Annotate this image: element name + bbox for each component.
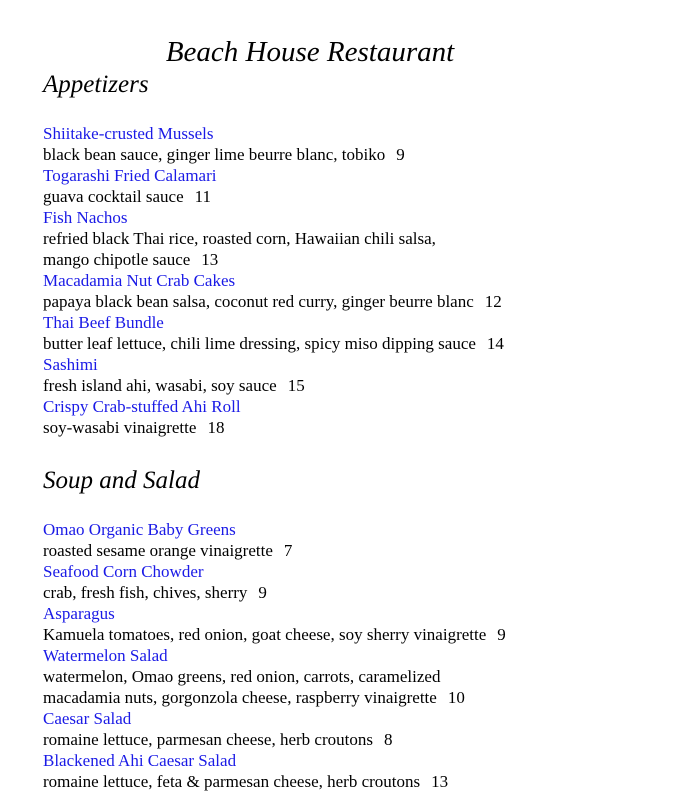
menu-item-name-link[interactable]: Caesar Salad: [43, 709, 132, 728]
menu-item: [43, 312, 683, 354]
menu-item-name-link[interactable]: Fish Nachos: [43, 208, 128, 227]
menu-item-name-link[interactable]: Macadamia Nut Crab Cakes: [43, 271, 236, 290]
menu-item-name-link[interactable]: Crispy Crab-stuffed Ahi Roll: [43, 397, 241, 416]
menu-item: [43, 270, 683, 312]
menu-item-list: [43, 519, 683, 792]
menu-item-description-text: soy-wasabi vinaigrette: [43, 418, 197, 437]
restaurant-title: Beach House Restaurant: [165, 36, 455, 68]
menu-item-description-text: Kamuela tomatoes, red onion, goat cheese, soy sherry vinaigrette: [43, 625, 487, 644]
soup-and-salad-section: [43, 466, 683, 792]
menu-item-description: [43, 186, 683, 207]
menu-item-description: [43, 771, 683, 792]
menu-item: [43, 165, 683, 207]
menu-item-price: 9: [396, 145, 405, 164]
menu-item-description: [43, 417, 683, 438]
menu-item-price: 18: [207, 418, 225, 437]
menu-item-description-text: papaya black bean salsa, coconut red curry, ginger beurre blanc: [43, 292, 474, 311]
menu-item-description: [43, 624, 683, 645]
menu-item-description-text: romaine lettuce, parmesan cheese, herb croutons: [43, 730, 373, 749]
menu-item: [43, 123, 683, 165]
menu-item-description-text: fresh island ahi, wasabi, soy sauce: [43, 376, 277, 395]
menu-item-price: 7: [283, 541, 293, 560]
menu-item-description: [43, 291, 683, 312]
menu-item-name-link[interactable]: Sashimi: [43, 355, 98, 374]
appetizers-section: [43, 70, 683, 438]
menu-item-price: 15: [287, 376, 305, 395]
menu-item-name-link[interactable]: Asparagus: [43, 604, 115, 623]
menu-item: [43, 750, 683, 792]
menu-item: [43, 561, 683, 603]
menu-item-description: [43, 375, 683, 396]
menu-item-description: [43, 249, 683, 270]
menu-item: [43, 354, 683, 396]
menu-item-description-text: refried black Thai rice, roasted corn, Hawaiian chili salsa,: [43, 229, 436, 248]
menu-item-name-link[interactable]: Omao Organic Baby Greens: [43, 520, 236, 539]
menu-item-description-text: macadamia nuts, gorgonzola cheese, raspberry vinaigrette: [43, 688, 437, 707]
menu-item-description: [43, 582, 683, 603]
menu-item-price: 12: [484, 292, 502, 311]
menu-item-description-text: romaine lettuce, feta & parmesan cheese, herb croutons: [43, 772, 421, 791]
menu-item-description: [43, 666, 683, 687]
menu-item: [43, 708, 683, 750]
section-heading: Soup and Salad: [43, 467, 200, 494]
menu-item: [43, 396, 683, 438]
menu-item: [43, 603, 683, 645]
menu-item-name-link[interactable]: Watermelon Salad: [43, 646, 168, 665]
menu-item-description-text: roasted sesame orange vinaigrette: [43, 541, 273, 560]
menu-item-description: [43, 729, 683, 750]
menu-item-description-text: watermelon, Omao greens, red onion, carrots, caramelized: [43, 667, 441, 686]
menu-item-price: 13: [431, 772, 449, 791]
menu-item: [43, 207, 683, 270]
menu-item-description-text: butter leaf lettuce, chili lime dressing, spicy miso dipping sauce: [43, 334, 476, 353]
menu-item-description-text: crab, fresh fish, chives, sherry: [43, 583, 248, 602]
menu-item-description: [43, 540, 683, 561]
menu-item-description: [43, 687, 683, 708]
menu-item-price: 9: [258, 583, 267, 602]
menu-item-name-link[interactable]: Blackened Ahi Caesar Salad: [43, 751, 237, 770]
menu-item-price: 11: [194, 187, 212, 206]
menu-item-description-text: mango chipotle sauce: [43, 250, 191, 269]
menu-item: [43, 519, 683, 561]
menu-item-name-link[interactable]: Shiitake-crusted Mussels: [43, 124, 214, 143]
menu-item-name-link[interactable]: Seafood Corn Chowder: [43, 562, 204, 581]
menu-item-description: [43, 333, 683, 354]
menu-item-description: [43, 228, 683, 249]
menu-item-price: 9: [497, 625, 506, 644]
menu-item-price: 13: [201, 250, 219, 269]
menu-item: [43, 645, 683, 708]
menu-item-price: 14: [486, 334, 504, 353]
section-heading: Appetizers: [43, 71, 149, 98]
menu-item-name-link[interactable]: Togarashi Fried Calamari: [43, 166, 217, 185]
menu-item-name-link[interactable]: Thai Beef Bundle: [43, 313, 164, 332]
menu-item-price: 10: [447, 688, 465, 707]
menu-item-list: [43, 123, 683, 438]
menu-item-description-text: black bean sauce, ginger lime beurre blanc, tobiko: [43, 145, 386, 164]
menu-item-description-text: guava cocktail sauce: [43, 187, 184, 206]
menu-item-price: 8: [383, 730, 393, 749]
menu-item-description: [43, 144, 683, 165]
